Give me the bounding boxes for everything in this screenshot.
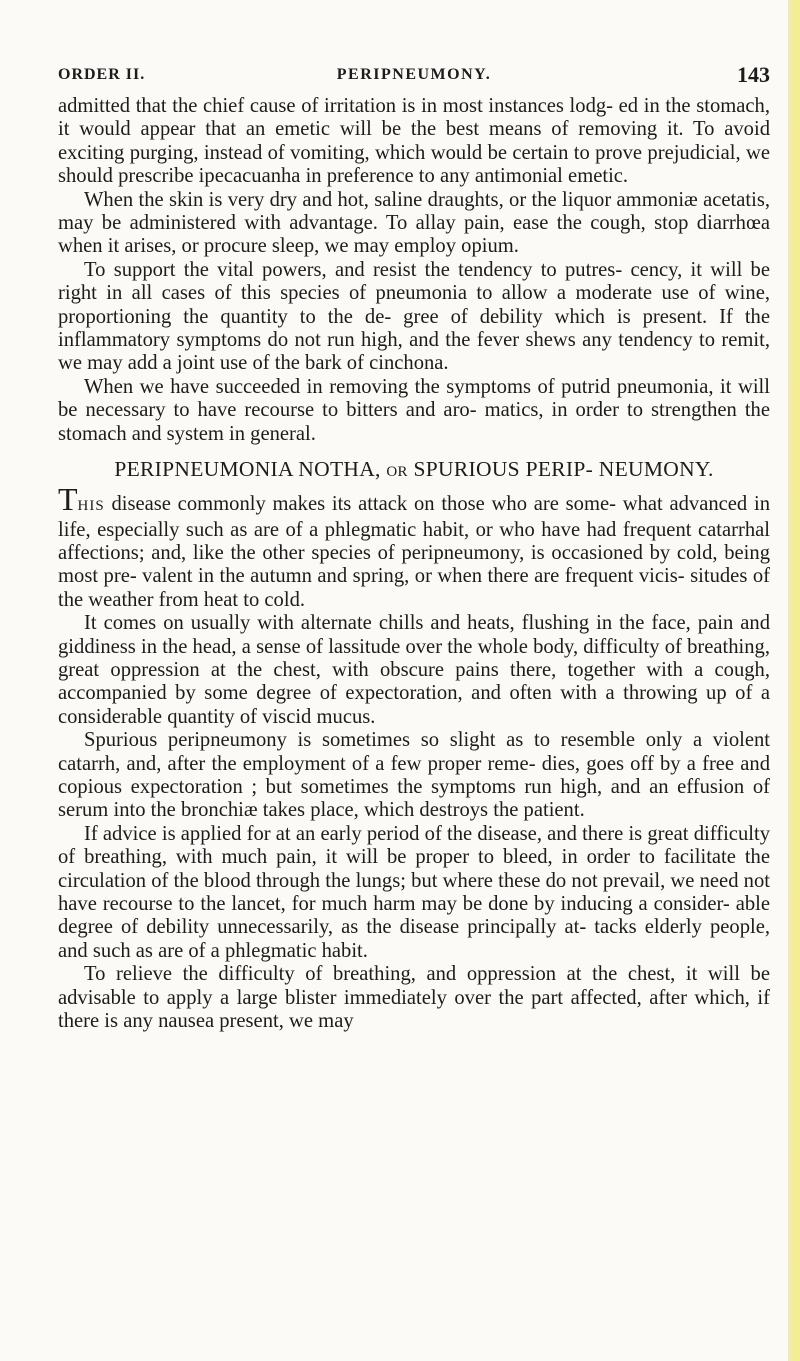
chapter-label: ORDER II. [58, 66, 146, 83]
paragraph: To support the vital powers, and resist the tendency to putres- cency, it will be right in all cases of this species of pneumonia to allow a moderate use of wine, proportioning the quantity to the de- gree of debility which is present. If the inflammatory symptoms do not run high, and the fever shews any tendency to remit, we may add a joint use of the bark of cinchona. [58, 258, 770, 375]
paragraph: It comes on usually with alternate chills and heats, flushing in the face, pain and giddiness in the head, a sense of lassitude over the whole body, difficulty of breathing, great oppression at the chest, with obscure pains there, together with a cough, accompanied by some degree of expectoration, and often with a throwing up of a considerable quantity of viscid mucus. [58, 612, 770, 728]
section-heading-part1: PERIPNEUMONIA NOTHA, [114, 457, 381, 482]
section-title: PERIPNEUMONY. [336, 66, 492, 83]
paragraph-drop-cap [58, 481, 770, 612]
drop-cap-letter: T [58, 481, 78, 518]
running-head [58, 62, 770, 92]
page-edge-strip [788, 0, 800, 1361]
section-heading-or: OR [386, 464, 408, 481]
section-heading [58, 456, 770, 485]
paragraph: When we have succeeded in removing the symptoms of putrid pneumonia, it will be necessary to have recourse to bitters and aro- matics, in order to strengthen the stomach and system in general. [58, 375, 770, 445]
paragraph: Spurious peripneumony is sometimes so slight as to resemble only a violent catarrh, and, after the employment of a few proper reme- dies, goes off by a free and copious expectoration ; but sometimes the symptoms run high, and an effusion of serum into the bronchiæ takes place, which destroys the patient. [58, 729, 770, 822]
paragraph: When the skin is very dry and hot, saline draughts, or the liquor ammoniæ acetatis, may be administered with advantage. To allay pain, ease the cough, stop diarrhœa when it arises, or procure sleep, we may employ opium. [58, 188, 770, 258]
drop-cap-smallcaps: HIS [77, 498, 105, 515]
section-heading-part2: SPURIOUS PERIP- NEUMONY. [413, 457, 714, 482]
body-text [58, 95, 770, 1033]
drop-cap-rest: disease commonly makes its attack on those who are some- what advanced in life, especially such as are of a phlegmatic habit, or who have had frequent catarrhal affections; and, like the other species of peripneumony, is occasioned by cold, being most pre- valent in the autumn and spring, or when there are frequent vicis- situdes of the weather from heat to cold. [58, 493, 770, 611]
page-number: 143 [737, 62, 770, 87]
paragraph: To relieve the difficulty of breathing, and oppression at the chest, it will be advisable to apply a large blister immediately over the part affected, after which, if there is any nausea present, we may [58, 963, 770, 1033]
paragraph: admitted that the chief cause of irritation is in most instances lodg- ed in the stomach, it would appear that an emetic will be the best means of removing it. To avoid exciting purging, instead of vomiting, which would be certain to prove prejudicial, we should prescribe ipecacuanha in preference to any antimonial emetic. [58, 95, 770, 188]
paragraph: If advice is applied for at an early period of the disease, and there is great difficulty of breathing, with much pain, it will be proper to bleed, in order to facilitate the circulation of the blood through the lungs; but where these do not prevail, we need not have recourse to the lancet, for much harm may be done by inducing a consider- able degree of debility unnecessarily, as the disease principally at- tacks elderly people, and such as are of a phlegmatic habit. [58, 822, 770, 962]
